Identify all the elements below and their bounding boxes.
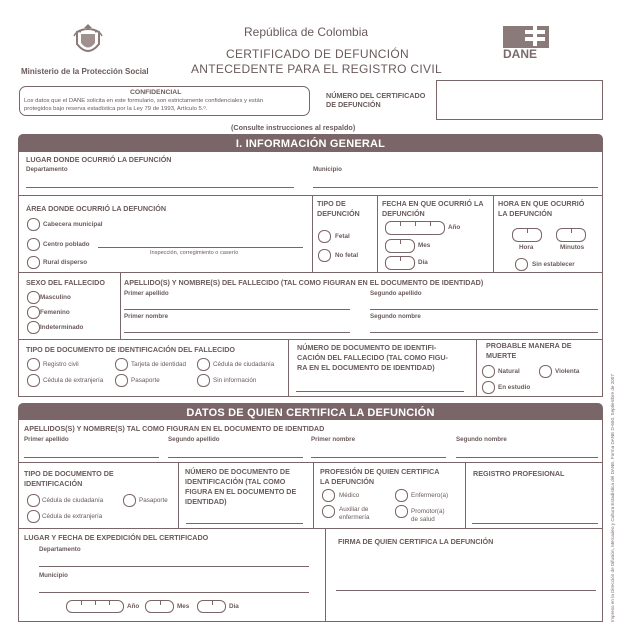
dane-logo-text: DANE xyxy=(503,47,538,61)
fecha-day-label: Día xyxy=(418,259,428,266)
tipo-fetal-label: Fetal xyxy=(335,233,350,240)
area-title: ÁREA DONDE OCURRIÓ LA DEFUNCIÓN xyxy=(26,204,167,213)
fecha-year-field[interactable] xyxy=(385,221,445,235)
certifier-segundo-nombre-field[interactable] xyxy=(456,457,598,458)
docnum-title-3: RA EN EL DOCUMENTO DE IDENTIDAD) xyxy=(297,363,435,372)
section-2-bar xyxy=(18,403,603,420)
hora-title-2: LA DEFUNCIÓN xyxy=(498,209,553,218)
profesion-enfermero-label: Enfermero(a) xyxy=(411,492,449,499)
hora-hour-label: Hora xyxy=(519,244,534,251)
certifier-extranjeria-box[interactable] xyxy=(27,510,40,523)
area-note: Inspección, corregimiento o caserío xyxy=(150,250,239,256)
fecha-month-label: Mes xyxy=(418,242,431,249)
certifier-extranjeria-label: Cédula de extranjería xyxy=(42,513,103,520)
certifier-pasaporte-label: Pasaporte xyxy=(139,497,168,504)
republic-title: República de Colombia xyxy=(244,25,369,39)
municipio-label: Municipio xyxy=(313,166,342,173)
profesion-medico-box[interactable] xyxy=(322,489,335,502)
sin-establecer-label: Sin establecer xyxy=(532,261,575,268)
departamento-field[interactable] xyxy=(26,187,294,188)
section-2-title: DATOS DE QUIEN CERTIFICA LA DEFUNCIÓN xyxy=(186,407,435,419)
row-divider-5 xyxy=(18,528,603,529)
doc-pasaporte-label: Pasaporte xyxy=(131,377,160,384)
instructions-note: (Consulte instrucciones al respaldo) xyxy=(231,123,356,132)
col-divider-names xyxy=(120,272,121,339)
docnum-title-1: NÚMERO DE DOCUMENTO DE IDENTIFI- xyxy=(297,343,437,352)
doc-extranjeria-box[interactable] xyxy=(27,374,40,387)
area-rural-box[interactable] xyxy=(27,256,40,269)
certifier-names-title: APELLIDOS(S) Y NOMBRE(S) TAL COMO FIGURAN EN EL DOCUMENTO DE IDENTIDAD xyxy=(24,424,325,433)
primer-apellido-field[interactable] xyxy=(124,309,350,310)
profesion-enfermero-box[interactable] xyxy=(395,489,408,502)
segundo-apellido-label: Segundo apellido xyxy=(370,290,422,297)
fecha-title-1: FECHA EN QUE OCURRIÓ LA xyxy=(382,199,484,208)
certifier-docnum-title-3: FIGURA EN EL DOCUMENTO DE xyxy=(185,487,297,496)
profesion-auxiliar-label-1: Auxiliar de xyxy=(339,506,369,513)
row-divider-2 xyxy=(18,272,603,273)
manera-violenta-label: Violenta xyxy=(555,368,580,375)
certifier-segundo-apellido-label: Segundo apellido xyxy=(168,436,220,443)
doc-registro-box[interactable] xyxy=(27,358,40,371)
print-side-note: Impreso en la Dirección de Difusión, Mercadeo y Cultura Estadística del DANE. Forma DANE D-650. Septiembre de 2007 xyxy=(610,374,615,622)
area-rural-label: Rural disperso xyxy=(43,259,88,266)
sexo-indeterminado-label: Indeterminado xyxy=(40,324,84,331)
area-cabecera-label: Cabecera municipal xyxy=(43,221,103,228)
certifier-doc-title-2: IDENTIFICACIÓN xyxy=(24,479,83,488)
doc-sininfo-box[interactable] xyxy=(197,374,210,387)
firma-field[interactable] xyxy=(336,590,596,591)
certifier-pasaporte-box[interactable] xyxy=(123,494,136,507)
confidential-text-1: Los datos que el DANE solicita en este formulario, son estrictamente confidenciales y están xyxy=(24,98,264,104)
profesion-promotor-label-1: Promotor(a) xyxy=(411,508,445,515)
firma-title: FIRMA DE QUIEN CERTIFICA LA DEFUNCIÓN xyxy=(338,537,494,546)
col-divider-hora xyxy=(493,195,494,272)
col-divider-profesion xyxy=(313,462,314,528)
registro-title: REGISTRO PROFESIONAL xyxy=(473,469,565,478)
expedicion-year-label: Año xyxy=(127,603,140,610)
ministry-name: Ministerio de la Protección Social xyxy=(21,67,149,76)
hora-minutes-field[interactable] xyxy=(556,228,586,242)
area-centro-label: Centro poblado xyxy=(43,241,90,248)
cert-number-label-2: DE DEFUNCIÓN xyxy=(326,100,381,109)
primer-nombre-field[interactable] xyxy=(124,332,350,333)
expedicion-month-field[interactable] xyxy=(145,600,174,613)
manera-violenta-box[interactable] xyxy=(539,365,552,378)
doc-tarjeta-box[interactable] xyxy=(115,358,128,371)
manera-natural-label: Natural xyxy=(498,368,520,375)
doc-tarjeta-label: Tarjeta de identidad xyxy=(131,361,186,368)
profesion-auxiliar-label-2: enfermería xyxy=(339,514,370,521)
col-divider-registro xyxy=(465,462,466,528)
fecha-year-label: Año xyxy=(448,224,461,231)
section-1-bar xyxy=(18,134,603,152)
certifier-docnum-field[interactable] xyxy=(186,523,303,524)
manera-natural-box[interactable] xyxy=(482,365,495,378)
sexo-femenino-label: Femenino xyxy=(40,309,70,316)
certifier-docnum-title-2: IDENTIFICACIÓN (TAL COMO xyxy=(185,477,286,486)
registro-field[interactable] xyxy=(472,523,598,524)
certifier-doc-title-1: TIPO DE DOCUMENTO DE xyxy=(24,469,114,478)
profesion-title-1: PROFESIÓN DE QUIEN CERTIFICA xyxy=(320,467,440,476)
profesion-medico-label: Médico xyxy=(339,492,360,499)
segundo-nombre-field[interactable] xyxy=(370,332,598,333)
col-divider-certifier-docnum xyxy=(178,462,179,528)
manera-title-1: PROBABLE MANERA DE xyxy=(486,341,572,350)
doc-cedula-label: Cédula de ciudadanía xyxy=(213,361,275,368)
segundo-nombre-label: Segundo nombre xyxy=(370,313,421,320)
docnum-title-2: CACIÓN DEL FALLECIDO (TAL COMO FIGU- xyxy=(297,353,448,362)
tipo-nofetal-label: No fetal xyxy=(335,252,359,259)
certifier-primer-apellido-field[interactable] xyxy=(24,457,159,458)
row-divider-4 xyxy=(18,462,603,463)
cert-number-field[interactable] xyxy=(436,80,603,120)
sexo-title: SEXO DEL FALLECIDO xyxy=(26,278,105,287)
ministry-emblem xyxy=(72,22,104,60)
manera-estudio-box[interactable] xyxy=(482,381,495,394)
sexo-masculino-box[interactable] xyxy=(27,291,40,304)
place-title: LUGAR DONDE OCURRIÓ LA DEFUNCIÓN xyxy=(26,155,172,164)
profesion-promotor-label-2: de salud xyxy=(411,516,435,523)
doc-sininfo-label: Sin información xyxy=(213,377,257,384)
confidential-title: CONFIDENCIAL xyxy=(130,89,182,96)
hora-title-1: HORA EN QUE OCURRIÓ xyxy=(498,199,585,208)
expedicion-title: LUGAR Y FECHA DE EXPEDICIÓN DEL CERTIFICADO xyxy=(24,533,209,542)
doc-registro-label: Registro civil xyxy=(43,361,79,368)
primer-nombre-label: Primer nombre xyxy=(124,313,169,320)
form-title-line2: ANTECEDENTE PARA EL REGISTRO CIVIL xyxy=(191,62,442,76)
expedicion-departamento-label: Departamento xyxy=(39,546,81,553)
col-divider-firma xyxy=(325,528,326,622)
profesion-title-2: LA DEFUNCIÓN xyxy=(320,477,375,486)
primer-apellido-label: Primer apellido xyxy=(124,290,169,297)
certifier-docnum-title-1: NÚMERO DE DOCUMENTO DE xyxy=(185,467,290,476)
certifier-primer-nombre-label: Primer nombre xyxy=(311,436,356,443)
confidential-text-2: protegidos bajo reserva estadística por la Ley 79 de 1993, Artículo 5.º. xyxy=(24,106,208,112)
tipo-nofetal-box[interactable] xyxy=(318,249,331,262)
hora-hour-field[interactable] xyxy=(512,228,542,242)
doc-extranjeria-label: Cédula de extranjería xyxy=(43,377,104,384)
names-title: APELLIDO(S) Y NOMBRE(S) DEL FALLECIDO (TAL COMO FIGURAN EN EL DOCUMENTO DE IDENTIDAD) xyxy=(124,278,484,287)
section-1-title: I. INFORMACIÓN GENERAL xyxy=(235,138,386,150)
tipo-fetal-box[interactable] xyxy=(318,230,331,243)
doc-pasaporte-box[interactable] xyxy=(115,374,128,387)
sexo-masculino-label: Masculino xyxy=(40,294,71,301)
hora-minutes-label: Minutos xyxy=(560,244,585,251)
certifier-docnum-title-4: IDENTIDAD) xyxy=(185,497,227,506)
row-divider-1 xyxy=(18,195,603,196)
expedicion-municipio-label: Municipio xyxy=(39,572,68,579)
docnum-field[interactable] xyxy=(296,391,464,392)
manera-title-2: MUERTE xyxy=(486,351,517,360)
doc-title: TIPO DE DOCUMENTO DE IDENTIFICACIÓN DEL FALLECIDO xyxy=(26,345,235,354)
expedicion-municipio-field[interactable] xyxy=(39,592,309,593)
sexo-indeterminado-box[interactable] xyxy=(27,321,40,334)
segundo-apellido-field[interactable] xyxy=(370,309,598,310)
col-divider-docnum xyxy=(288,339,289,397)
expedicion-day-label: Día xyxy=(229,603,239,610)
col-divider-tipo xyxy=(312,195,313,272)
expedicion-year-field[interactable] xyxy=(66,600,124,613)
profesion-promotor-box[interactable] xyxy=(395,505,408,518)
fecha-day-field[interactable] xyxy=(385,256,415,270)
centro-poblado-field[interactable] xyxy=(98,247,303,248)
expedicion-departamento-field[interactable] xyxy=(39,566,309,567)
fecha-title-2: DEFUNCIÓN xyxy=(382,209,425,218)
expedicion-day-field[interactable] xyxy=(197,600,226,613)
certifier-segundo-nombre-label: Segundo nombre xyxy=(456,436,507,443)
sin-establecer-box[interactable] xyxy=(515,258,528,271)
manera-estudio-label: En estudio xyxy=(498,384,531,391)
profesion-auxiliar-box[interactable] xyxy=(322,505,335,518)
certifier-primer-nombre-field[interactable] xyxy=(311,457,446,458)
col-divider-manera xyxy=(476,339,477,397)
form-title-line1: CERTIFICADO DE DEFUNCIÓN xyxy=(226,47,409,61)
row-divider-3 xyxy=(18,339,603,340)
area-cabecera-box[interactable] xyxy=(27,218,40,231)
tipo-title-2: DEFUNCIÓN xyxy=(317,209,360,218)
expedicion-month-label: Mes xyxy=(177,603,190,610)
cert-number-label-1: NÚMERO DEL CERTIFICADO xyxy=(326,91,426,100)
tipo-title-1: TIPO DE xyxy=(317,199,346,208)
fecha-month-field[interactable] xyxy=(385,239,415,253)
certifier-segundo-apellido-field[interactable] xyxy=(168,457,303,458)
doc-cedula-box[interactable] xyxy=(197,358,210,371)
departamento-label: Departamento xyxy=(26,166,68,173)
certifier-primer-apellido-label: Primer apellido xyxy=(24,436,69,443)
municipio-field[interactable] xyxy=(313,187,598,188)
sexo-femenino-box[interactable] xyxy=(27,306,40,319)
col-divider-fecha xyxy=(377,195,378,272)
certifier-cedula-box[interactable] xyxy=(27,494,40,507)
certifier-cedula-label: Cédula de ciudadanía xyxy=(42,497,104,504)
area-centro-box[interactable] xyxy=(27,238,40,251)
